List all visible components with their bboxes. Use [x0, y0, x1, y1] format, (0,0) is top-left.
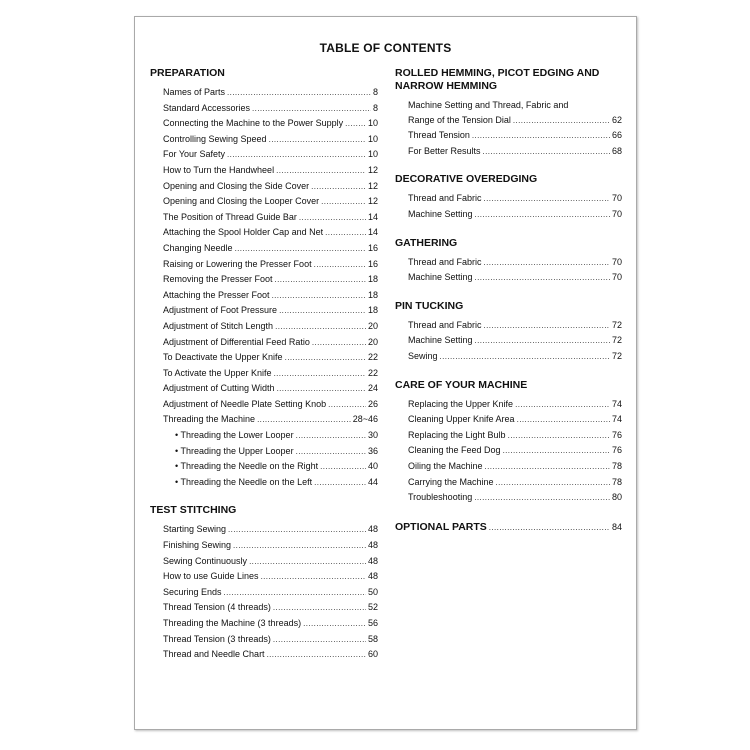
entry-label: Adjustment of Stitch Length [163, 320, 274, 331]
entry-label: Securing Ends [163, 586, 222, 597]
leader-dots [484, 255, 610, 271]
page-number: 16 [367, 258, 378, 269]
entry-label: Changing Needle [163, 242, 233, 253]
toc-entry [150, 132, 378, 148]
page-number: 48 [367, 540, 378, 551]
leader-dots [227, 147, 366, 163]
entry-label: Machine Setting and Thread, Fabric and [408, 100, 569, 110]
section-title: GATHERING [395, 236, 458, 249]
leader-dots [472, 128, 610, 144]
entry-label: Machine Setting [408, 335, 473, 346]
entry-label: Machine Setting [408, 272, 473, 283]
page-number: 36 [367, 445, 378, 456]
entry-list [395, 255, 622, 286]
page-number: 26 [367, 398, 378, 409]
leader-dots [279, 303, 366, 319]
page-number: 72 [611, 335, 622, 346]
toc-entry [150, 554, 378, 570]
entry-label: Sewing Continuously [163, 555, 248, 566]
page-number: 78 [611, 460, 622, 471]
leader-dots [227, 85, 371, 101]
entry-list [395, 98, 622, 159]
leader-dots [474, 490, 610, 506]
page-number: 66 [611, 130, 622, 141]
leader-dots [475, 333, 610, 349]
entry-label: Attaching the Spool Holder Cap and Net [163, 227, 324, 238]
toc-entry [395, 207, 622, 223]
toc-entry [395, 255, 622, 271]
leader-dots [440, 349, 610, 365]
entry-label: Replacing the Light Bulb [408, 429, 506, 440]
entry-list [150, 522, 378, 662]
entry-label: • Threading the Lower Looper [175, 430, 294, 441]
page-number: 56 [367, 618, 378, 628]
entry-label: Carrying the Machine [408, 476, 494, 487]
leader-dots [275, 319, 366, 335]
entry-label: Adjustment of Cutting Width [163, 383, 275, 394]
leader-dots [272, 288, 366, 304]
leader-dots [483, 144, 610, 160]
page-number: 14 [367, 211, 378, 222]
section-gathering [395, 237, 622, 286]
leader-dots [277, 381, 366, 397]
entry-label: Replacing the Upper Knife [408, 398, 514, 409]
page-number: 18 [367, 305, 378, 316]
page-number: 72 [611, 319, 622, 330]
page-number: 10 [367, 118, 378, 129]
entry-label: Opening and Closing the Looper Cover [163, 196, 320, 207]
leader-dots [269, 132, 366, 148]
section-decorative-overedging [395, 173, 622, 222]
leader-dots [485, 459, 610, 475]
entry-label: • Threading the Needle on the Right [175, 461, 319, 472]
entry-label: Threading the Machine [163, 414, 256, 425]
leader-dots [484, 191, 610, 207]
page-number: 48 [367, 524, 378, 535]
leader-dots [249, 554, 366, 570]
page-number: 70 [611, 256, 622, 267]
entry-label: Thread and Fabric [408, 319, 482, 330]
toc-entry [150, 475, 378, 491]
page-number: 18 [367, 274, 378, 285]
entry-label: Cleaning the Feed Dog [408, 445, 501, 456]
section-title: CARE OF YOUR MACHINE [395, 378, 528, 391]
entry-label: • Threading the Needle on the Left [175, 476, 313, 487]
leader-dots [321, 194, 366, 210]
page-number: 12 [367, 164, 378, 175]
leader-dots [345, 116, 366, 132]
toc-entry [150, 225, 378, 241]
toc-entry [150, 569, 378, 585]
entry-label: Starting Sewing [163, 524, 227, 535]
toc-entry [395, 490, 622, 506]
toc-entry [395, 349, 622, 365]
leader-dots [311, 179, 366, 195]
entry-label: Threading the Machine (3 threads) [163, 618, 302, 628]
page-number: 40 [367, 461, 378, 472]
page-number: 60 [367, 649, 378, 660]
leader-dots [228, 522, 366, 538]
section-title: PIN TUCKING [395, 299, 464, 312]
page-number: 72 [611, 350, 622, 361]
page-number: 10 [367, 133, 378, 144]
toc-entry [150, 257, 378, 273]
page-number: 22 [367, 352, 378, 363]
entry-label: The Position of Thread Guide Bar [163, 211, 297, 222]
toc-entry [395, 397, 622, 413]
entry-label: • Threading the Upper Looper [175, 445, 294, 456]
page-number: 48 [367, 555, 378, 566]
entry-label: Raising or Lowering the Presser Foot [163, 258, 312, 269]
leader-dots [275, 272, 366, 288]
section-pin-tucking [395, 300, 622, 365]
entry-label: Troubleshooting [408, 492, 473, 503]
toc-entry [150, 147, 378, 163]
toc-entry [150, 381, 378, 397]
toc-entry [150, 101, 378, 117]
entry-label: Controlling Sewing Speed [163, 133, 267, 144]
entry-list [395, 191, 622, 222]
section-title [395, 67, 622, 93]
page-number: 8 [372, 102, 378, 113]
toc-entry [395, 191, 622, 207]
toc-entry [150, 632, 378, 648]
entry-label: Finishing Sewing [163, 540, 232, 551]
toc-entry [150, 179, 378, 195]
toc-entry [150, 210, 378, 226]
leader-dots [314, 475, 366, 491]
toc-entry [150, 600, 378, 616]
entry-label: Connecting the Machine to the Power Supply [163, 118, 344, 129]
toc-entry [395, 475, 622, 491]
page-number: 48 [367, 571, 378, 582]
entry-label: Range of the Tension Dial [408, 114, 511, 125]
leader-dots [257, 412, 351, 428]
entry-label: Thread and Needle Chart [163, 649, 265, 660]
toc-entry [150, 585, 378, 601]
entry-label: Thread Tension [408, 130, 470, 141]
entry-label: Machine Setting [408, 208, 473, 219]
page-number: 78 [611, 476, 622, 487]
section-title-line: ROLLED HEMMING, PICOT EDGING AND [395, 67, 600, 79]
document-page [134, 16, 637, 730]
toc-entry [150, 412, 378, 428]
toc-entry [150, 319, 378, 335]
toc-entry [150, 350, 378, 366]
toc-entry [395, 428, 622, 444]
toc-entry [395, 144, 622, 160]
page-number: 70 [611, 193, 622, 204]
toc-entry [395, 412, 622, 428]
toc-entry [150, 303, 378, 319]
page-number: 20 [367, 320, 378, 331]
leader-dots [489, 521, 610, 535]
toc-entry [150, 85, 378, 101]
leader-dots [296, 444, 366, 460]
toc-entry [150, 241, 378, 257]
page-number: 76 [611, 445, 622, 456]
page-number: 10 [367, 149, 378, 160]
toc-entry [150, 335, 378, 351]
section-test-stitching [150, 504, 378, 662]
leader-dots [328, 397, 366, 413]
toc-entry [150, 444, 378, 460]
toc-entry [150, 522, 378, 538]
page-number: 70 [611, 272, 622, 283]
page-number: 80 [611, 492, 622, 503]
toc-entry [150, 163, 378, 179]
entry-label: To Deactivate the Upper Knife [163, 352, 283, 363]
entry-label: How to use Guide Lines [163, 571, 259, 582]
toc-entry [395, 128, 622, 144]
toc-entry [150, 459, 378, 475]
entry-label: Thread Tension (4 threads) [163, 602, 271, 613]
leader-dots [314, 257, 366, 273]
section-title: DECORATIVE OVEREDGING [395, 173, 538, 186]
section-rolled-hemming [395, 67, 622, 159]
page-title: TABLE OF CONTENTS [319, 41, 452, 55]
leader-dots [312, 335, 366, 351]
entry-label: Standard Accessories [163, 102, 251, 113]
toc-entry [395, 98, 622, 113]
page-number: 70 [611, 208, 622, 219]
toc-entry [150, 647, 378, 663]
toc-entry [150, 366, 378, 382]
toc-entry [150, 288, 378, 304]
leader-dots [496, 475, 610, 491]
toc-entry [150, 116, 378, 132]
page-number: 74 [611, 398, 622, 409]
page-number: 84 [611, 521, 622, 532]
page-number: 14 [367, 227, 378, 238]
toc-entry [150, 272, 378, 288]
page-number: 74 [611, 414, 622, 425]
section-title: TEST STITCHING [150, 504, 237, 517]
leader-dots [273, 600, 366, 616]
section-preparation [150, 67, 378, 490]
entry-label: Adjustment of Needle Plate Setting Knob [163, 398, 327, 409]
page-number: 62 [611, 114, 622, 125]
toc-entry [150, 616, 378, 632]
page-number: 76 [611, 429, 622, 440]
leader-dots [273, 632, 366, 648]
entry-label: Oiling the Machine [408, 460, 483, 471]
section-title-line: NARROW HEMMING [395, 80, 498, 92]
page-number: 58 [367, 633, 378, 644]
page-number: 28~46 [352, 414, 378, 425]
toc-entry [395, 459, 622, 475]
entry-label: Adjustment of Differential Feed Ratio [163, 336, 310, 347]
leader-dots [325, 225, 366, 241]
page-number: 30 [367, 430, 378, 441]
leader-dots [484, 318, 610, 334]
leader-dots [224, 585, 366, 601]
leader-dots [233, 538, 366, 554]
entry-label: For Better Results [408, 145, 481, 156]
entry-label: Thread and Fabric [408, 193, 482, 204]
leader-dots [303, 616, 366, 632]
page-number: 16 [367, 242, 378, 253]
entry-label: Attaching the Presser Foot [163, 289, 270, 300]
leader-dots [299, 210, 366, 226]
right-column [395, 67, 622, 535]
entry-label: To Activate the Upper Knife [163, 367, 272, 378]
leader-dots [276, 163, 366, 179]
entry-label: Cleaning Upper Knife Area [408, 414, 515, 425]
entry-label: How to Turn the Handwheel [163, 164, 275, 175]
toc-entry [395, 113, 622, 129]
toc-entry [150, 194, 378, 210]
leader-dots [508, 428, 610, 444]
page-number: 44 [367, 476, 378, 487]
page-number: 12 [367, 196, 378, 207]
toc-entry [150, 428, 378, 444]
entry-label: For Your Safety [163, 149, 226, 160]
leader-dots [475, 207, 610, 223]
entry-label: Sewing [408, 350, 438, 361]
entry-list [395, 397, 622, 506]
left-column [150, 67, 378, 673]
entry-label: Names of Parts [163, 87, 226, 97]
page-number: 22 [367, 367, 378, 378]
section-optional-parts [395, 520, 622, 535]
toc-entry [150, 397, 378, 413]
page-number: 24 [367, 383, 378, 394]
toc-entry [395, 443, 622, 459]
leader-dots [513, 113, 610, 129]
leader-dots [296, 428, 366, 444]
toc-entry [395, 270, 622, 286]
leader-dots [475, 270, 610, 286]
section-title: PREPARATION [150, 67, 225, 79]
page-number: 52 [367, 602, 378, 613]
leader-dots [517, 412, 610, 428]
leader-dots [503, 443, 610, 459]
toc-entry [395, 333, 622, 349]
page-number: 50 [367, 586, 378, 597]
page-number: 68 [611, 145, 622, 156]
entry-list [395, 318, 622, 365]
leader-dots [515, 397, 610, 413]
page-number: 12 [367, 180, 378, 191]
section-title: OPTIONAL PARTS [395, 520, 487, 533]
entry-label: Thread and Fabric [408, 256, 482, 267]
page-number: 8 [372, 87, 378, 97]
entry-label: Thread Tension (3 threads) [163, 633, 271, 644]
toc-entry [395, 318, 622, 334]
toc-entry [150, 538, 378, 554]
section-care [395, 379, 622, 506]
leader-dots [274, 366, 366, 382]
entry-list [150, 85, 378, 490]
page-number: 20 [367, 336, 378, 347]
leader-dots [320, 459, 366, 475]
leader-dots [285, 350, 366, 366]
entry-label: Opening and Closing the Side Cover [163, 180, 310, 191]
leader-dots [235, 241, 366, 257]
leader-dots [252, 101, 371, 117]
entry-label: Removing the Presser Foot [163, 274, 273, 285]
page-number: 18 [367, 289, 378, 300]
leader-dots [267, 647, 366, 663]
leader-dots [261, 569, 366, 585]
entry-label: Adjustment of Foot Pressure [163, 305, 278, 316]
